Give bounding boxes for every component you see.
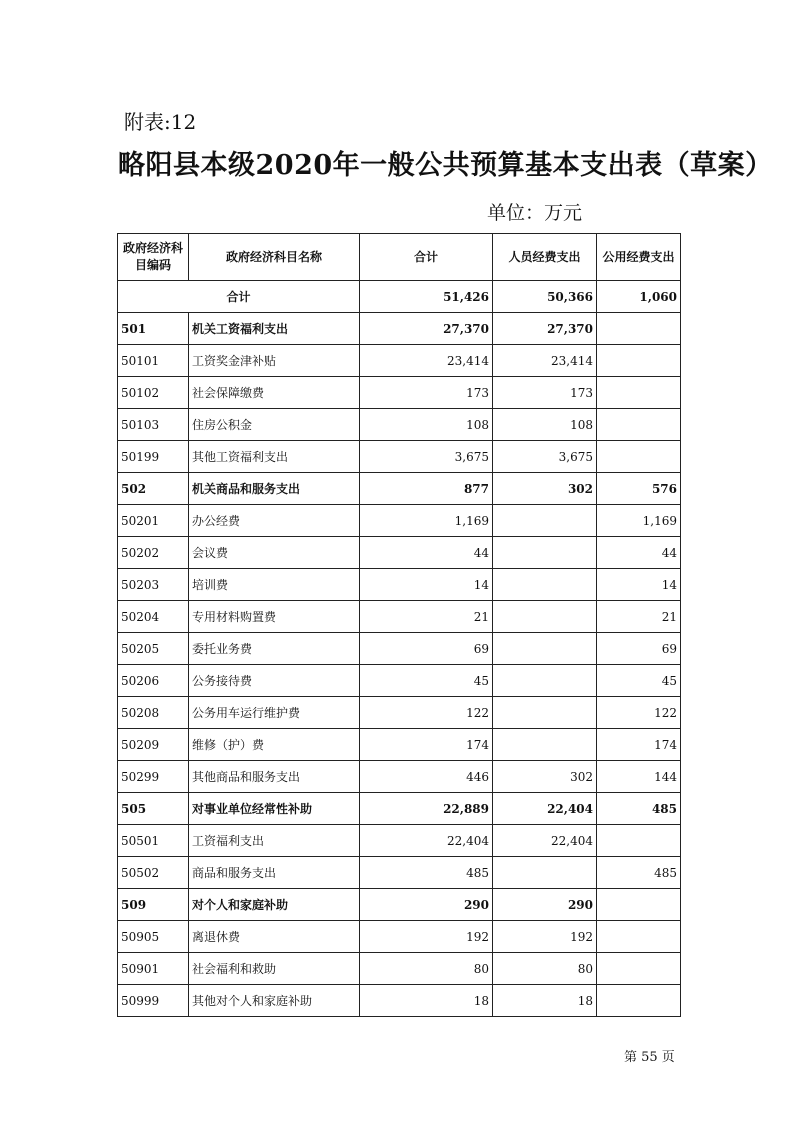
cell-total: 18: [360, 985, 493, 1017]
cell-name: 委托业务费: [189, 633, 360, 665]
cell-name: 住房公积金: [189, 409, 360, 441]
cell-name: 离退休费: [189, 921, 360, 953]
cell-personnel: 108: [493, 409, 597, 441]
cell-code: 50102: [118, 377, 189, 409]
cell-public: 144: [597, 761, 681, 793]
cell-public: [597, 409, 681, 441]
cell-personnel: 50,366: [493, 281, 597, 313]
cell-personnel: 23,414: [493, 345, 597, 377]
cell-name: 工资奖金津补贴: [189, 345, 360, 377]
cell-public: 14: [597, 569, 681, 601]
cell-public: [597, 985, 681, 1017]
table-row: [118, 601, 681, 633]
cell-total: 22,404: [360, 825, 493, 857]
cell-public: [597, 313, 681, 345]
cell-public: 44: [597, 537, 681, 569]
table-row: [118, 857, 681, 889]
cell-name: 维修（护）费: [189, 729, 360, 761]
cell-personnel: [493, 505, 597, 537]
cell-code: 50202: [118, 537, 189, 569]
cell-public: [597, 377, 681, 409]
table-row: [118, 377, 681, 409]
cell-personnel: 192: [493, 921, 597, 953]
cell-total: 1,169: [360, 505, 493, 537]
cell-code: 502: [118, 473, 189, 505]
header-personnel: 人员经费支出: [493, 234, 597, 281]
cell-code: 50999: [118, 985, 189, 1017]
cell-code: 50103: [118, 409, 189, 441]
cell-total: 290: [360, 889, 493, 921]
cell-code: 50201: [118, 505, 189, 537]
cell-code: 50203: [118, 569, 189, 601]
budget-table: [117, 233, 681, 1017]
cell-code: 50901: [118, 953, 189, 985]
cell-code: 509: [118, 889, 189, 921]
cell-public: 69: [597, 633, 681, 665]
header-name: 政府经济科目名称: [189, 234, 360, 281]
cell-total: 14: [360, 569, 493, 601]
cell-personnel: 302: [493, 761, 597, 793]
cell-total: 3,675: [360, 441, 493, 473]
table-row: [118, 505, 681, 537]
table-row: [118, 953, 681, 985]
cell-name: 其他工资福利支出: [189, 441, 360, 473]
cell-code: 50204: [118, 601, 189, 633]
cell-code: 50199: [118, 441, 189, 473]
table-row: [118, 281, 681, 313]
table-row: [118, 985, 681, 1017]
cell-name: 机关商品和服务支出: [189, 473, 360, 505]
table-header-row: [118, 234, 681, 281]
cell-total: 122: [360, 697, 493, 729]
cell-public: [597, 889, 681, 921]
cell-name: 培训费: [189, 569, 360, 601]
cell-public: [597, 441, 681, 473]
cell-personnel: [493, 665, 597, 697]
cell-name: 机关工资福利支出: [189, 313, 360, 345]
cell-code: 50208: [118, 697, 189, 729]
table-row: [118, 537, 681, 569]
cell-personnel: 27,370: [493, 313, 597, 345]
table-row: [118, 441, 681, 473]
cell-personnel: [493, 633, 597, 665]
cell-public: 485: [597, 793, 681, 825]
table-row: [118, 665, 681, 697]
table-row: [118, 921, 681, 953]
cell-public: [597, 345, 681, 377]
table-row: [118, 409, 681, 441]
cell-total: 22,889: [360, 793, 493, 825]
cell-name: 商品和服务支出: [189, 857, 360, 889]
cell-personnel: 3,675: [493, 441, 597, 473]
header-public: 公用经费支出: [597, 234, 681, 281]
cell-total: 485: [360, 857, 493, 889]
table-body: [118, 281, 681, 1017]
cell-code: 50205: [118, 633, 189, 665]
cell-name: 社会福利和救助: [189, 953, 360, 985]
cell-total: 446: [360, 761, 493, 793]
header-code: 政府经济科目编码: [118, 234, 189, 281]
cell-name: 公务接待费: [189, 665, 360, 697]
table-row: [118, 473, 681, 505]
cell-name: 其他对个人和家庭补助: [189, 985, 360, 1017]
cell-name: 合计: [118, 281, 360, 313]
cell-personnel: 22,404: [493, 793, 597, 825]
cell-name: 社会保障缴费: [189, 377, 360, 409]
cell-public: 21: [597, 601, 681, 633]
cell-personnel: 302: [493, 473, 597, 505]
cell-public: 1,060: [597, 281, 681, 313]
cell-personnel: [493, 537, 597, 569]
table-row: [118, 313, 681, 345]
cell-total: 44: [360, 537, 493, 569]
cell-total: 21: [360, 601, 493, 633]
cell-public: [597, 921, 681, 953]
cell-personnel: [493, 857, 597, 889]
header-total: 合计: [360, 234, 493, 281]
cell-code: 50905: [118, 921, 189, 953]
cell-total: 108: [360, 409, 493, 441]
cell-personnel: 18: [493, 985, 597, 1017]
cell-name: 对事业单位经常性补助: [189, 793, 360, 825]
cell-personnel: 173: [493, 377, 597, 409]
cell-code: 50206: [118, 665, 189, 697]
cell-public: [597, 953, 681, 985]
table-row: [118, 825, 681, 857]
cell-code: 501: [118, 313, 189, 345]
table-row: [118, 729, 681, 761]
table-row: [118, 761, 681, 793]
cell-public: 1,169: [597, 505, 681, 537]
cell-personnel: 22,404: [493, 825, 597, 857]
cell-public: 576: [597, 473, 681, 505]
cell-total: 80: [360, 953, 493, 985]
table-row: [118, 633, 681, 665]
page-title: 略阳县本级2020年一般公共预算基本支出表（草案）: [118, 150, 773, 181]
unit-label: 单位：万元: [487, 202, 583, 224]
cell-code: 505: [118, 793, 189, 825]
cell-name: 工资福利支出: [189, 825, 360, 857]
cell-name: 其他商品和服务支出: [189, 761, 360, 793]
cell-personnel: [493, 729, 597, 761]
cell-name: 公务用车运行维护费: [189, 697, 360, 729]
table-row: [118, 569, 681, 601]
appendix-label: 附表:12: [124, 110, 197, 134]
cell-total: 192: [360, 921, 493, 953]
table-row: [118, 793, 681, 825]
cell-total: 69: [360, 633, 493, 665]
cell-total: 877: [360, 473, 493, 505]
cell-personnel: [493, 569, 597, 601]
cell-name: 会议费: [189, 537, 360, 569]
page-number: 第 55 页: [624, 1050, 675, 1065]
cell-personnel: 80: [493, 953, 597, 985]
cell-code: 50502: [118, 857, 189, 889]
cell-public: 45: [597, 665, 681, 697]
table-row: [118, 345, 681, 377]
cell-total: 173: [360, 377, 493, 409]
cell-total: 174: [360, 729, 493, 761]
cell-total: 27,370: [360, 313, 493, 345]
cell-personnel: [493, 697, 597, 729]
cell-public: [597, 825, 681, 857]
cell-name: 对个人和家庭补助: [189, 889, 360, 921]
cell-name: 办公经费: [189, 505, 360, 537]
cell-total: 23,414: [360, 345, 493, 377]
cell-public: 485: [597, 857, 681, 889]
cell-personnel: 290: [493, 889, 597, 921]
cell-name: 专用材料购置费: [189, 601, 360, 633]
cell-total: 51,426: [360, 281, 493, 313]
table-row: [118, 697, 681, 729]
cell-code: 50299: [118, 761, 189, 793]
cell-total: 45: [360, 665, 493, 697]
cell-public: 122: [597, 697, 681, 729]
cell-code: 50501: [118, 825, 189, 857]
cell-code: 50209: [118, 729, 189, 761]
cell-personnel: [493, 601, 597, 633]
cell-code: 50101: [118, 345, 189, 377]
cell-public: 174: [597, 729, 681, 761]
table-row: [118, 889, 681, 921]
